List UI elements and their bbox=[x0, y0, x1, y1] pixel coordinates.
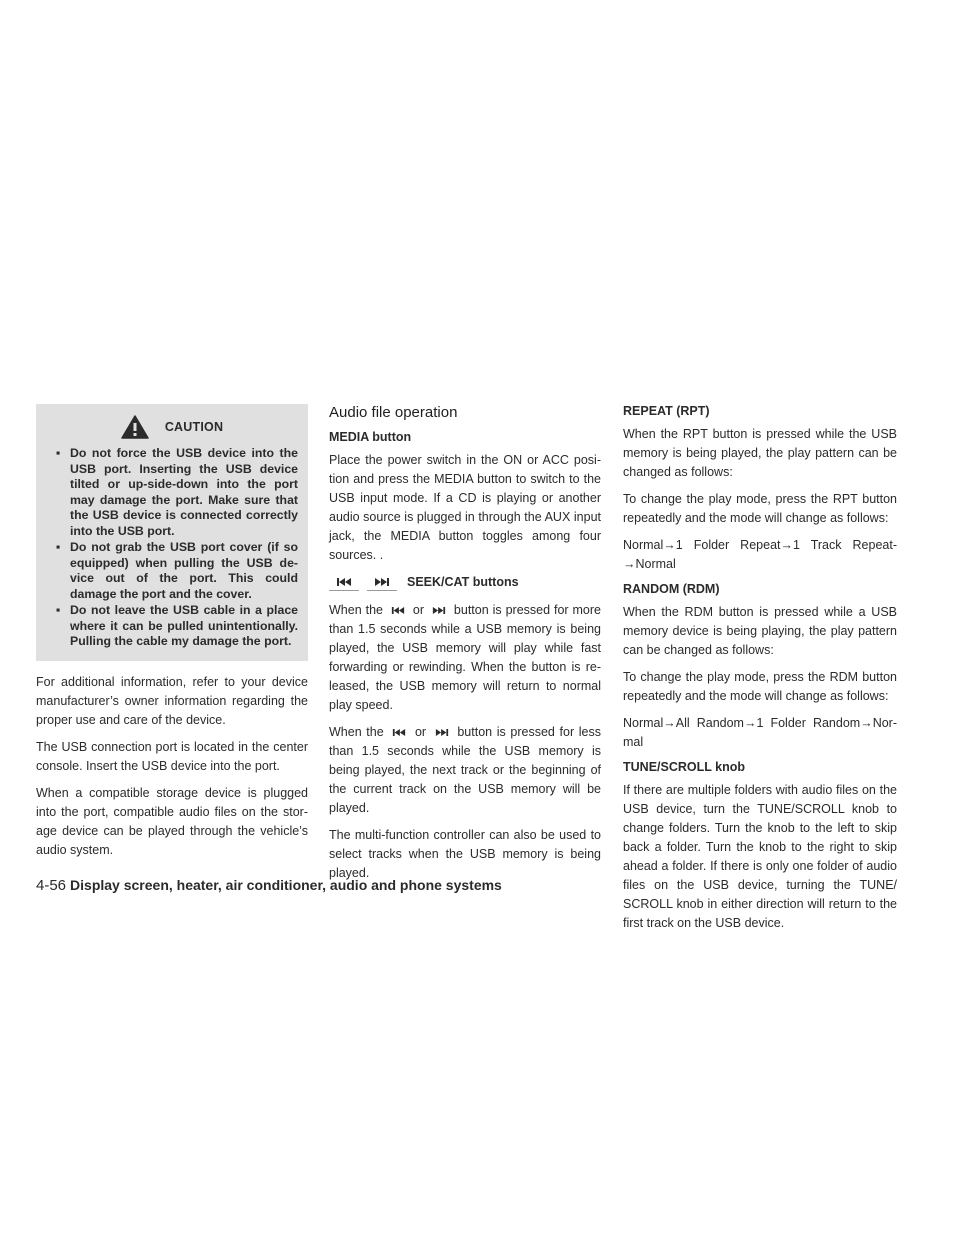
next-button-graphic bbox=[367, 573, 397, 591]
text-run: When the bbox=[329, 725, 384, 739]
tune-scroll-heading: TUNE/SCROLL knob bbox=[623, 760, 745, 774]
skip-back-icon bbox=[392, 728, 406, 737]
caution-header bbox=[46, 414, 298, 440]
repeat-heading: REPEAT (RPT) bbox=[623, 404, 710, 418]
warning-triangle-icon bbox=[121, 415, 149, 439]
paragraph: When a compatible storage device is plugged into the port, compatible audio files on the stor-age device can be played through the vehicle’s audio system. bbox=[36, 785, 308, 857]
paragraph: To change the play mode, press the RDM button repeatedly and the mode will change as follows: bbox=[623, 670, 897, 703]
text-run: button is pressed for more than 1.5 seconds while a USB memory is being played, the USB memory will play while fast forwarding or rewinding. When the button is re-leased, the USB memory will return to normal play speed. bbox=[329, 603, 601, 712]
paragraph: Normal→1 Folder Repeat→1 Track Repeat-→Normal bbox=[623, 538, 897, 571]
skip-forward-icon bbox=[374, 577, 390, 587]
paragraph: Normal→All Random→1 Folder Random→Nor-mal bbox=[623, 716, 897, 749]
caution-item: ▪ Do not leave the USB cable in a place where it can be pulled unintentionally. Pulling the cable my damage the port. bbox=[46, 603, 298, 650]
paragraph: When the RPT button is pressed while the USB memory is being played, the play pattern can be changed as follows: bbox=[623, 427, 897, 479]
paragraph: For additional information, refer to your device manufacturer’s owner information regarding the proper use and care of the device. bbox=[36, 674, 308, 727]
skip-back-icon bbox=[336, 577, 352, 587]
media-heading: MEDIA button bbox=[329, 430, 412, 444]
paragraph: To change the play mode, press the RPT button repeatedly and the mode will change as follows: bbox=[623, 492, 897, 525]
skip-back-icon bbox=[391, 606, 405, 615]
paragraph: When the RDM button is pressed while a USB memory device is being playing, the play pattern can be changed as follows: bbox=[623, 605, 897, 657]
paragraph bbox=[329, 601, 601, 715]
skip-forward-icon bbox=[432, 606, 446, 615]
caution-item: ▪ Do not grab the USB port cover (if so equipped) when pulling the USB de-vice out of the port. This could damage the port and the cover. bbox=[46, 540, 298, 602]
seek-cat-heading bbox=[329, 573, 601, 591]
caution-title: CAUTION bbox=[164, 420, 224, 434]
chapter-title: Display screen, heater, air conditioner, audio and phone systems bbox=[70, 877, 502, 893]
paragraph: Place the power switch in the ON or ACC posi-tion and press the MEDIA button to switch to the USB input mode. If a CD is playing or another audio source is plugged in through the AUX input jack, the MEDIA button toggles among four sources. . bbox=[329, 453, 601, 562]
text-run: When the bbox=[329, 603, 383, 617]
text-run: button is pressed for less than 1.5 seconds while the USB memory is being played, the next track or the beginning of the current track on the USB memory will be played. bbox=[329, 725, 601, 815]
paragraph: If there are multiple folders with audio files on the USB device, turn the TUNE/SCROLL knob to change folders. Turn the knob to the left to skip back a folder. Turn the knob to the right to skip ahead a folder. If there is only one folder of audio files on the USB device, turning the TUNE/ SCROLL knob in either direction will return to the first track on the USB device. bbox=[623, 783, 897, 930]
paragraph: The multi-function controller can also be used to select tracks when the USB memory is being played. bbox=[329, 828, 601, 880]
middle-column bbox=[329, 404, 601, 891]
right-column bbox=[623, 404, 897, 941]
caution-list bbox=[46, 446, 298, 650]
skip-forward-icon bbox=[435, 728, 449, 737]
previous-button-graphic bbox=[329, 573, 359, 591]
caution-item: ▪ Do not force the USB device into the USB port. Inserting the USB device tilted or up-side-down into the port may damage the port. Make sure that the USB device is connected correctly into the USB port. bbox=[46, 446, 298, 539]
section-title: Audio file operation bbox=[329, 404, 458, 421]
page-number: 4-56 bbox=[36, 877, 67, 894]
page-footer bbox=[36, 877, 502, 894]
random-heading: RANDOM (RDM) bbox=[623, 582, 720, 596]
caution-box bbox=[36, 404, 308, 661]
seek-cat-label: SEEK/CAT buttons bbox=[407, 575, 519, 589]
text-run: or bbox=[414, 725, 427, 739]
paragraph: The USB connection port is located in the center console. Insert the USB device into the port. bbox=[36, 739, 308, 773]
text-run: or bbox=[412, 603, 425, 617]
left-column bbox=[36, 404, 308, 868]
paragraph bbox=[329, 723, 601, 818]
